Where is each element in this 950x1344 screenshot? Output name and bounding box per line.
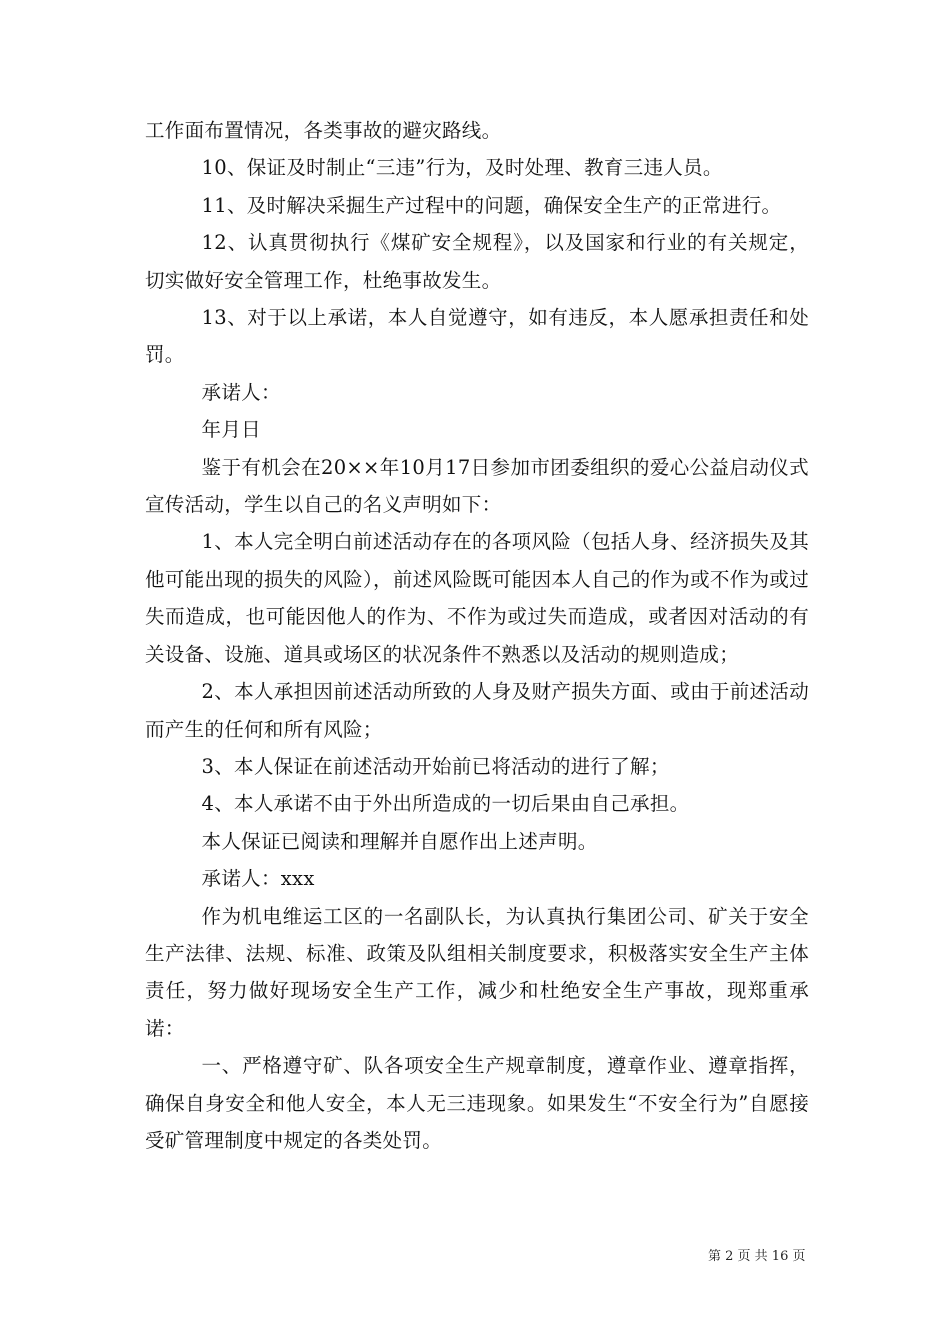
paragraph: 工作面布置情况，各类事故的避灾路线。 <box>145 119 502 142</box>
paragraph: 3、本人保证在前述活动开始前已将活动的进行了解； <box>201 754 670 778</box>
paragraph: 13、对于以上承诺，本人自觉遵守，如有违反，本人愿承担责任和处罚。 <box>145 306 809 367</box>
paragraph: 11、及时解决采掘生产过程中的问题，确保安全生产的正常进行。 <box>201 193 782 217</box>
paragraph: 4、本人承诺不由于外出所造成的一切后果由自己承担。 <box>201 792 690 816</box>
paragraph: 10、保证及时制止“三违”行为，及时处理、教育三违人员。 <box>201 156 723 180</box>
paragraph: 作为机电维运工区的一名副队长，为认真执行集团公司、矿关于安全生产法律、法规、标准、政策及队组相关制度要求，积极落实安全生产主体责任，努力做好现场安全生产工作，减少和杜绝安全生产事故，现郑重承诺： <box>145 904 809 1040</box>
paragraph: 1、本人完全明白前述活动存在的各项风险（包括人身、经济损失及其他可能出现的损失的风险），前述风险既可能因本人自己的作为或不作为或过失而造成，也可能因他人的作为、不作为或过失而造成，或者因对活动的有关设备、设施、道具或场区的状况条件不熟悉以及活动的规则造成； <box>145 530 809 666</box>
date-line: 年月日 <box>201 418 261 442</box>
document-body <box>145 112 809 1159</box>
paragraph: 本人保证已阅读和理解并自愿作出上述声明。 <box>201 829 598 853</box>
signatory-label: 承诺人：xxx <box>201 867 315 891</box>
paragraph: 12、认真贯彻执行《煤矿安全规程》，以及国家和行业的有关规定，切实做好安全管理工作，杜绝事故发生。 <box>145 231 809 292</box>
page-number-footer: 第 2 页 共 16 页 <box>708 1249 806 1264</box>
paragraph: 鉴于有机会在20××年10月17日参加市团委组织的爱心公益启动仪式宣传活动，学生以自己的名义声明如下： <box>145 455 809 517</box>
paragraph: 一、严格遵守矿、队各项安全生产规章制度，遵章作业、遵章指挥，确保自身安全和他人安全，本人无三违现象。如果发生“不安全行为”自愿接受矿管理制度中规定的各类处罚。 <box>145 1054 809 1152</box>
paragraph: 2、本人承担因前述活动所致的人身及财产损失方面、或由于前述活动而产生的任何和所有风险； <box>145 680 809 741</box>
signatory-label: 承诺人： <box>201 380 281 404</box>
